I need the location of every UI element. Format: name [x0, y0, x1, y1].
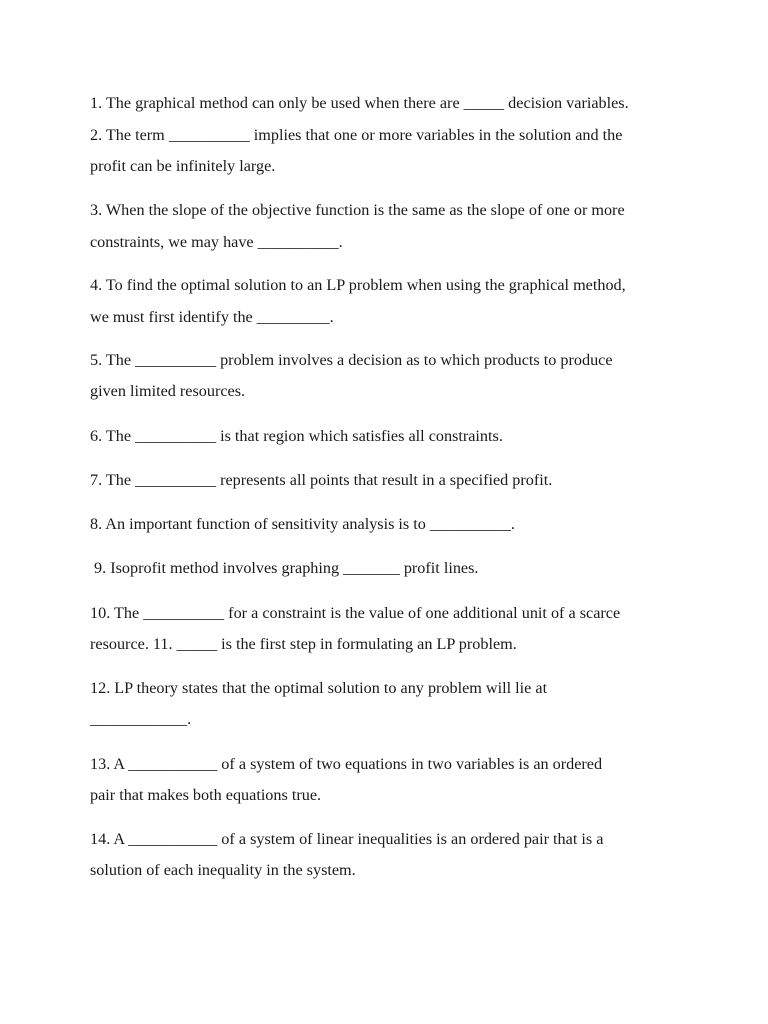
question-10-line-2: resource. 11. _____ is the first step in formulating an LP problem.: [90, 635, 517, 653]
question-5-line-1: 5. The __________ problem involves a decision as to which products to produce: [90, 351, 613, 369]
question-5-line-2: given limited resources.: [90, 382, 246, 400]
question-3-line-2: constraints, we may have __________.: [90, 233, 343, 251]
question-4-line-1: 4. To find the optimal solution to an LP problem when using the graphical method,: [90, 276, 626, 294]
question-1-line-1: 1. The graphical method can only be used when there are _____ decision variables.: [90, 94, 629, 112]
question-2-line-2: profit can be infinitely large.: [90, 157, 276, 175]
question-12-line-2: ____________.: [90, 710, 192, 728]
question-8-line-1: 8. An important function of sensitivity analysis is to __________.: [90, 515, 515, 533]
question-3-line-1: 3. When the slope of the objective function is the same as the slope of one or more: [90, 201, 625, 219]
question-10-line-1: 10. The __________ for a constraint is the value of one additional unit of a scarce: [90, 604, 621, 622]
question-13-line-2: pair that makes both equations true.: [90, 786, 322, 804]
question-9-line-1: 9. Isoprofit method involves graphing _______ profit lines.: [90, 559, 479, 577]
question-14-line-1: 14. A ___________ of a system of linear inequalities is an ordered pair that is a: [90, 830, 604, 848]
question-13-line-1: 13. A ___________ of a system of two equations in two variables is an ordered: [90, 755, 603, 773]
question-12-line-1: 12. LP theory states that the optimal solution to any problem will lie at: [90, 679, 548, 697]
question-6-line-1: 6. The __________ is that region which satisfies all constraints.: [90, 427, 503, 445]
question-4-line-2: we must first identify the _________.: [90, 308, 334, 326]
question-7-line-1: 7. The __________ represents all points that result in a specified profit.: [90, 471, 553, 489]
question-14-line-2: solution of each inequality in the system.: [90, 861, 356, 879]
question-2-line-1: 2. The term __________ implies that one or more variables in the solution and the: [90, 126, 623, 144]
